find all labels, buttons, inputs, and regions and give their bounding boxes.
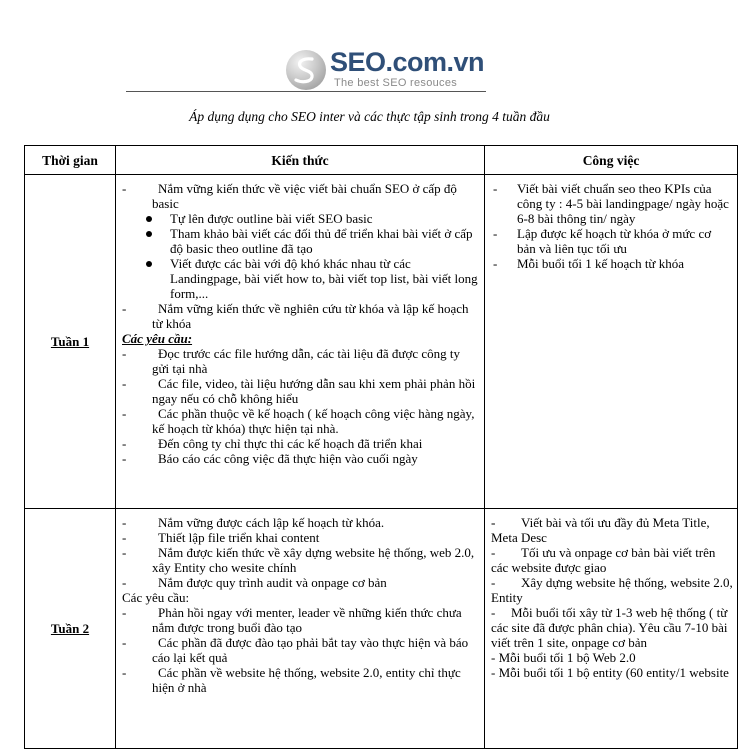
requirement-item: - Các file, video, tài liệu hướng dẫn sau khi xem phải phản hồi ngay nếu có chỗ không hiểu [122, 376, 478, 406]
table-row-week-1 [25, 175, 738, 509]
header-divider [126, 91, 486, 92]
work-extra-item: - Mỗi buổi tối 1 bộ entity (60 entity/1 website [491, 665, 729, 680]
week-1-knowledge [116, 175, 485, 509]
knowledge-item: - Nắm vững được cách lập kế hoạch từ khóa. [122, 515, 478, 530]
knowledge-bullet: Tự lên được outline bài viết SEO basic [122, 211, 478, 226]
header-work: Công việc [485, 146, 738, 175]
requirement-item: - Báo cáo các công việc đã thực hiện vào cuối ngày [122, 451, 478, 466]
logo-s-icon [286, 50, 326, 90]
requirement-item: - Phản hồi ngay với menter, leader về những kiến thức chưa nắm được trong buổi đào tạo [122, 605, 478, 635]
requirement-item: - Các phần thuộc về kế hoạch ( kế hoạch công việc hàng ngày, kế hoạch từ khóa) thực hiện tại nhà. [122, 406, 478, 436]
work-item: - Mỗi buổi tối 1 kế hoạch từ khóa [491, 256, 733, 271]
document-subtitle: Áp dụng dụng cho SEO inter và các thực tập sinh trong 4 tuần đầu [189, 109, 550, 124]
work-item-text: Viết bài và tối ưu đầy đủ Meta Title, Meta Desc [491, 515, 710, 545]
week-2-knowledge [116, 509, 485, 749]
brand-logo [286, 47, 485, 92]
work-item: - - Viết bài và tối ưu đầy đủ Meta Title, Meta Desc [491, 515, 733, 545]
requirements-heading: Các yêu cầu: [122, 331, 193, 346]
header-time: Thời gian [25, 146, 116, 175]
knowledge-item: - Nắm vững kiến thức về việc viết bài chuẩn SEO ở cấp độ basic [122, 181, 478, 211]
requirement-item: - Đọc trước các file hướng dẫn, các tài liệu đã được công ty gửi tại nhà [122, 346, 478, 376]
logo-tagline: The best SEO resouces [334, 77, 458, 89]
work-item: - Viết bài viết chuẩn seo theo KPIs của công ty : 4-5 bài landingpage/ ngày hoặc 6-8 bài thông tin/ ngày [491, 181, 733, 226]
requirement-item: - Các phần về website hệ thống, website 2.0, entity chỉ thực hiện ở nhà [122, 665, 478, 695]
logo-name: SEO.com.vn [330, 47, 485, 77]
work-item: - Mỗi buổi tối xây từ 1-3 web hệ thống ( từ các site đã được phân chia). Yêu cầu 7-10 bài viết trên 1 site, onpage cơ bản [491, 605, 728, 650]
work-extra-item: - Mỗi buổi tối 1 bộ Web 2.0 [491, 650, 636, 665]
week-1-label: Tuần 1 [25, 175, 116, 509]
work-item: - Xây dựng website hệ thống, website 2.0, Entity [491, 575, 733, 605]
week-2-work [485, 509, 738, 749]
knowledge-item: - Nắm được quy trình audit và onpage cơ bản [122, 575, 478, 590]
week-1-work [485, 175, 738, 509]
table-row-week-2 [25, 509, 738, 749]
header-knowledge: Kiến thức [116, 146, 485, 175]
knowledge-item: - Nắm vững kiến thức về nghiên cứu từ khóa và lập kế hoạch từ khóa [122, 301, 478, 331]
week-2-label: Tuần 2 [25, 509, 116, 749]
table-header-row [25, 146, 738, 175]
knowledge-item: - Thiết lập file triển khai content [122, 530, 478, 545]
work-item: - Lập được kế hoạch từ khóa ở mức cơ bản và liên tục tối ưu [491, 226, 733, 256]
training-plan-table [24, 145, 738, 749]
work-item-text: Mỗi buổi tối xây từ 1-3 web hệ thống ( từ các site đã được phân chia). Yêu cầu 7-10 bài viết trên 1 site, onpage cơ bản [491, 605, 728, 650]
knowledge-item: - Nắm được kiến thức về xây dựng website hệ thống, web 2.0, xây Entity cho wesite chính [122, 545, 478, 575]
requirement-item: - Các phần đã được đào tạo phải bắt tay vào thực hiện và báo cáo lại kết quả [122, 635, 478, 665]
work-item-text: Xây dựng website hệ thống, website 2.0, Entity [491, 575, 733, 605]
requirements-heading: Các yêu cầu: [122, 590, 190, 605]
knowledge-bullet: Tham khảo bài viết các đối thủ để triển khai bài viết ở cấp độ basic theo outline đã tạo [122, 226, 478, 256]
work-item: - Tối ưu và onpage cơ bản bài viết trên các website được giao [491, 545, 716, 575]
work-item-text: Tối ưu và onpage cơ bản bài viết trên các website được giao [491, 545, 716, 575]
requirement-item: - Đến công ty chỉ thực thi các kế hoạch đã triển khai [122, 436, 478, 451]
knowledge-bullet: Viết được các bài với độ khó khác nhau từ các Landingpage, bài viết how to, bài viết top list, bài viết long form,... [122, 256, 478, 301]
